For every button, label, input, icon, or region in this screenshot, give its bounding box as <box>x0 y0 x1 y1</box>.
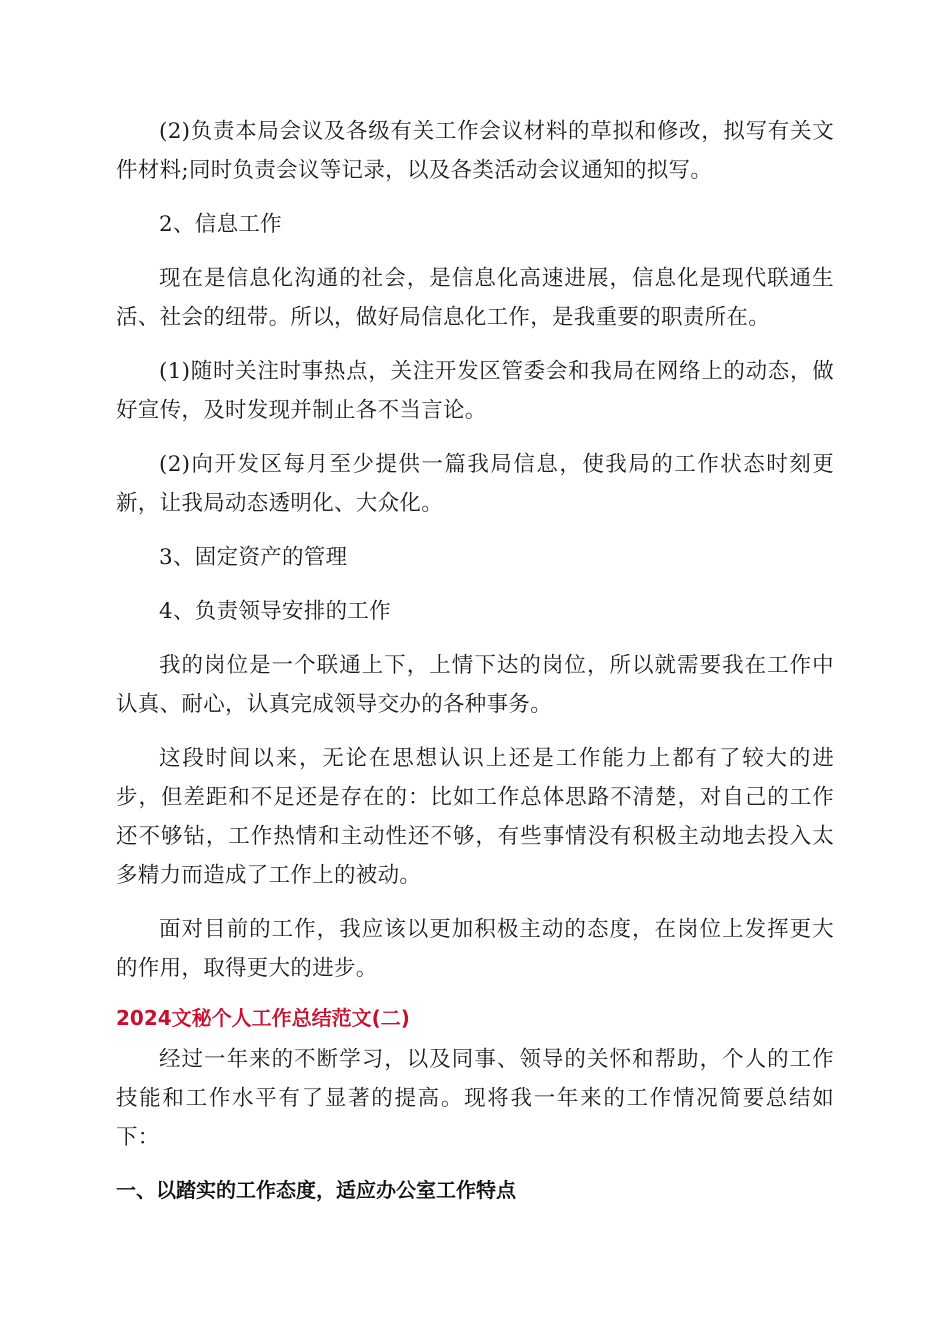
subsection-title: 一、以踏实的工作态度，适应办公室工作特点 <box>116 1178 516 1202</box>
paragraph-informatization: 现在是信息化沟通的社会，是信息化高速进展，信息化是现代联通生活、社会的纽带。所以，做好局信息化工作，是我重要的职责所在。 <box>116 266 834 330</box>
item-leader-tasks: 4、负责领导安排的工作 <box>159 599 391 624</box>
paragraph-hot-topics: (1)随时关注时事热点，关注开发区管委会和我局在网络上的动态，做好宣传，及时发现并制止各不当言论。 <box>116 359 834 423</box>
document-body <box>116 112 834 1208</box>
item-fixed-assets: 3、固定资产的管理 <box>159 545 348 570</box>
section-title: 2024文秘个人工作总结范文(二) <box>116 1006 410 1030</box>
paragraph-meeting-materials: (2)负责本局会议及各级有关工作会议材料的草拟和修改，拟写有关文件材料;同时负责会议等记录，以及各类活动会议通知的拟写。 <box>116 119 834 183</box>
paragraph-progress: 这段时间以来，无论在思想认识上还是工作能力上都有了较大的进步，但差距和不足还是存在的：比如工作总体思路不清楚，对自己的工作还不够钻，工作热情和主动性还不够，有些事情没有积极主动地去投入太多精力而造成了工作上的被动。 <box>116 746 834 888</box>
paragraph-year-summary: 经过一年来的不断学习，以及同事、领导的关怀和帮助，个人的工作技能和工作水平有了显著的提高。现将我一年来的工作情况简要总结如下： <box>116 1047 834 1150</box>
paragraph-future: 面对目前的工作，我应该以更加积极主动的态度，在岗位上发挥更大的作用，取得更大的进步。 <box>116 917 834 981</box>
paragraph-monthly-info: (2)向开发区每月至少提供一篇我局信息，使我局的工作状态时刻更新，让我局动态透明化、大众化。 <box>116 452 834 516</box>
item-information-work: 2、信息工作 <box>159 212 282 237</box>
paragraph-position: 我的岗位是一个联通上下，上情下达的岗位，所以就需要我在工作中认真、耐心，认真完成领导交办的各种事务。 <box>116 653 834 717</box>
